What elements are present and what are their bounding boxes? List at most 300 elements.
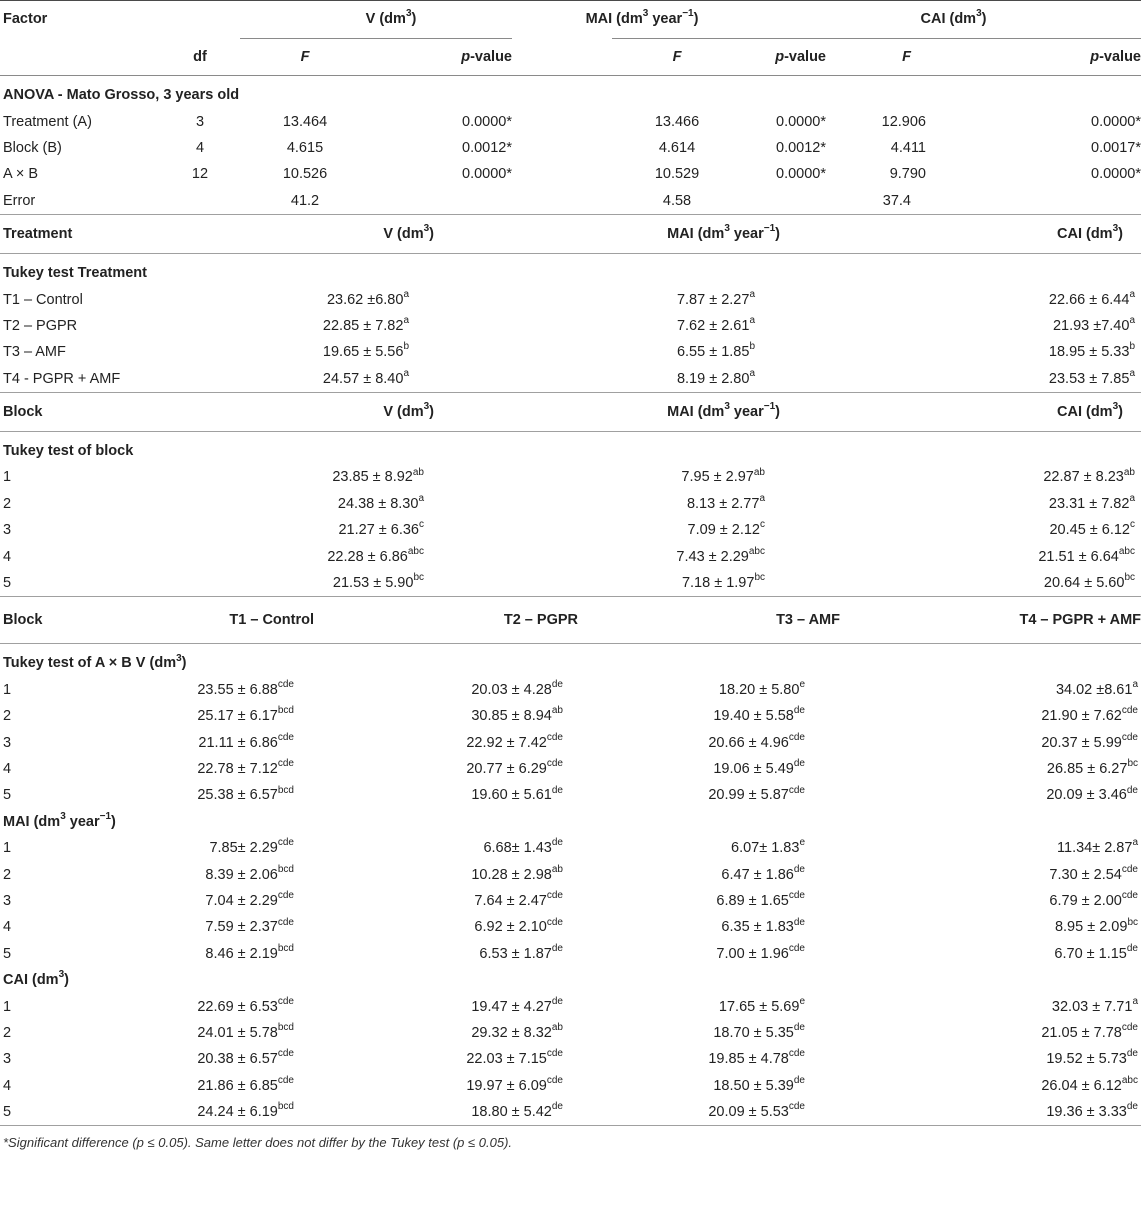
mai-cell: 7.43 ± 2.29$^{abc}$	[676, 545, 765, 565]
value-text: 29.32 ± 8.32	[471, 1024, 552, 1041]
factor-cell: Error	[0, 188, 160, 215]
t4-cell	[850, 1073, 1141, 1099]
table-row	[0, 1046, 1141, 1072]
mai-p-cell	[742, 188, 826, 215]
significance-letters: de	[1126, 1101, 1138, 1113]
axb-block-header: Block	[0, 597, 160, 644]
row-label: 5	[3, 787, 12, 804]
t2-cell	[314, 782, 588, 808]
mai-f-cell: 4.614	[658, 139, 696, 156]
t1-header: T1 – Control	[160, 597, 314, 644]
value-text: 7.00 ± 1.96	[716, 945, 789, 962]
t2-cell	[314, 941, 588, 967]
v-f-header: F	[240, 39, 370, 76]
significance-letters: cde	[1121, 705, 1138, 717]
significance-letters: bcd	[277, 942, 294, 954]
significance-letters: cde	[1121, 1022, 1138, 1034]
value-text: 18.20 ± 5.80	[718, 681, 800, 698]
axb-cai-title-row	[0, 967, 1141, 993]
value-text: 22.92 ± 7.42	[466, 734, 547, 751]
row-label: 2	[3, 495, 12, 512]
cai-cell: 23.53 ± 7.85$^a$	[810, 366, 1141, 393]
v-header: V $(dm^3)$	[365, 8, 417, 27]
t1-cell	[160, 1046, 314, 1072]
mai-f-cell: 13.466	[654, 113, 700, 130]
significance-letters: cde	[546, 758, 563, 770]
t1-cell	[160, 703, 314, 729]
value-text: 6.89 ± 1.65	[716, 892, 789, 909]
t2-cell	[314, 677, 588, 703]
significance-letters: cde	[277, 1048, 294, 1060]
row-label: 1	[3, 469, 12, 486]
mai-cell: 7.87 ± 2.27$^a$	[676, 288, 755, 308]
mai-cell: 7.62 ± 2.61$^a$	[676, 315, 755, 334]
significance-letters: a	[1132, 679, 1138, 690]
t1-cell	[160, 782, 314, 808]
v-cell: 19.65 ± 5.56$^b$	[322, 341, 409, 361]
significance-letters: cde	[1121, 890, 1138, 902]
cai-cell: 22.87 ± 8.23$^{ab}$	[1043, 466, 1135, 486]
v-p-cell: 0.0000*	[462, 113, 512, 130]
significance-letters: bc	[1127, 916, 1138, 928]
value-text: 20.09 ± 5.53	[708, 1104, 789, 1121]
t2-cell	[314, 1020, 588, 1046]
v-p-header: p-value	[370, 39, 512, 76]
row-label: T3 – AMF	[3, 344, 66, 361]
t3-cell	[588, 914, 850, 940]
value-text: 19.52 ± 5.73	[1046, 1051, 1127, 1068]
v-p-cell: 0.0012*	[462, 139, 512, 156]
value-text: 10.28 ± 2.98	[471, 866, 552, 883]
row-label: T4 - PGPR + AMF	[0, 366, 160, 393]
value-text: 8.95 ± 2.09	[1054, 919, 1128, 936]
v-p-cell: 0.0000*	[462, 166, 512, 183]
value-text: 7.64 ± 2.47	[474, 892, 547, 909]
table-row	[0, 888, 1141, 914]
t1-cell	[160, 861, 314, 887]
table-row	[0, 339, 1141, 365]
mai-header: MAI ($dm^3$ year$^{-1}$)	[464, 215, 810, 254]
value-text: 6.68± 1.43	[483, 840, 552, 857]
cai-p-cell: 0.0017*	[1091, 139, 1141, 156]
t2-cell	[314, 756, 588, 782]
value-text: 23.55 ± 6.88	[197, 681, 278, 698]
mai-header: MAI ($dm^3$ year$^{-1}$)	[585, 8, 699, 27]
cai-f-cell: 9.790	[889, 166, 926, 183]
value-text: 20.09 ± 3.46	[1046, 787, 1127, 804]
t2-cell	[314, 861, 588, 887]
cai-cell: 21.93 ±7.40$^a$	[1052, 315, 1135, 334]
t4-cell	[850, 941, 1141, 967]
v-f-cell: 4.615	[286, 139, 324, 156]
significance-letters: cde	[546, 916, 563, 928]
t2-cell	[314, 1099, 588, 1126]
value-text: 19.60 ± 5.61	[471, 787, 552, 804]
t2-header: T2 – PGPR	[314, 597, 588, 644]
t3-cell	[588, 888, 850, 914]
v-cell: 22.85 ± 7.82$^a$	[322, 315, 409, 334]
cai-cell: 20.64 ± 5.60$^{bc}$	[810, 570, 1141, 597]
significance-letters: ab	[551, 705, 563, 717]
mai-cell: 8.19 ± 2.80$^a$	[464, 366, 810, 393]
significance-letters: cde	[277, 1074, 294, 1086]
t1-cell	[160, 993, 314, 1019]
significance-letters: e	[799, 837, 805, 849]
v-cell: 24.57 ± 8.40$^a$	[160, 366, 464, 393]
row-label: 3	[3, 1051, 12, 1068]
cai-p-header: p-value	[926, 39, 1141, 76]
t1-cell	[160, 914, 314, 940]
row-label: 3	[3, 734, 12, 751]
t4-cell	[850, 729, 1141, 755]
anova-section-title-row	[0, 76, 1141, 109]
t3-cell	[588, 1099, 850, 1126]
table-row	[0, 135, 1141, 161]
t2-cell	[314, 703, 588, 729]
table-row	[0, 464, 1141, 490]
row-label: 1	[3, 998, 12, 1015]
significance-letters: de	[793, 916, 805, 928]
t4-cell	[850, 782, 1141, 808]
significance-letters: ab	[551, 1022, 563, 1034]
value-text: 18.80 ± 5.42	[471, 1104, 552, 1121]
value-text: 6.47 ± 1.86	[721, 866, 794, 883]
significance-letters: bcd	[277, 863, 294, 875]
t2-cell	[314, 914, 588, 940]
cai-f-cell: 4.411	[890, 139, 926, 156]
significance-letters: cde	[546, 1074, 563, 1086]
anova-section-title: ANOVA - Mato Grosso, 3 years old	[3, 87, 240, 104]
treatment-header: Treatment	[0, 215, 160, 254]
t3-header: T3 – AMF	[588, 597, 850, 644]
value-text: 21.86 ± 6.85	[197, 1077, 278, 1094]
table-row	[0, 543, 1141, 569]
value-text: 6.92 ± 2.10	[474, 919, 547, 936]
significance-letters: ab	[551, 863, 563, 875]
t4-cell	[850, 1046, 1141, 1072]
table-row	[0, 993, 1141, 1019]
significance-letters: de	[551, 679, 563, 690]
value-text: 7.30 ± 2.54	[1049, 866, 1122, 883]
significance-letters: cde	[277, 758, 294, 770]
significance-letters: de	[551, 942, 563, 954]
table-row	[0, 366, 1141, 393]
block-header: Block	[0, 393, 160, 432]
mai-cell: 7.09 ± 2.12$^c$	[687, 519, 765, 539]
mai-cell: 7.95 ± 2.97$^{ab}$	[681, 466, 765, 486]
value-text: 19.97 ± 6.09	[466, 1077, 547, 1094]
significance-letters: cde	[788, 890, 805, 902]
cai-cell: 20.45 ± 6.12$^c$	[1049, 519, 1135, 539]
value-text: 21.05 ± 7.78	[1041, 1024, 1122, 1041]
t2-cell	[314, 888, 588, 914]
value-text: 6.07± 1.83	[731, 840, 800, 857]
significance-letters: de	[793, 1022, 805, 1034]
value-text: 6.53 ± 1.87	[479, 945, 552, 962]
significance-letters: de	[793, 705, 805, 717]
t4-header: T4 – PGPR + AMF	[850, 597, 1141, 644]
factor-cell: Block (B)	[3, 139, 62, 156]
top-rule	[0, 0, 1141, 1]
row-label: 4	[3, 919, 12, 936]
v-cell: 22.28 ± 6.86$^{abc}$	[327, 545, 424, 565]
t4-cell	[850, 993, 1141, 1019]
anova-table	[0, 0, 1141, 215]
value-text: 21.90 ± 7.62	[1041, 708, 1122, 725]
significance-letters: cde	[788, 784, 805, 796]
significance-letters: bcd	[277, 784, 294, 796]
significance-letters: cde	[1121, 863, 1138, 875]
significance-letters: cde	[788, 1048, 805, 1060]
significance-letters: cde	[788, 942, 805, 954]
cai-cell: 18.95 ± 5.33$^b$	[1048, 341, 1135, 361]
cai-header: CAI $(dm^3)$	[810, 215, 1141, 254]
row-label: 5	[0, 1099, 160, 1126]
value-text: 6.35 ± 1.83	[721, 919, 794, 936]
row-label: 2	[3, 708, 12, 725]
mai-header: MAI ($dm^3$ year$^{-1}$)	[464, 393, 810, 432]
row-label: 1	[3, 840, 12, 857]
t1-cell	[160, 888, 314, 914]
axb-mai-title-row	[0, 809, 1141, 835]
v-cell: 21.53 ± 5.90$^{bc}$	[160, 570, 464, 597]
value-text: 20.38 ± 6.57	[197, 1051, 278, 1068]
t4-cell	[850, 1099, 1141, 1126]
value-text: 7.04 ± 2.29	[205, 892, 278, 909]
t3-cell	[588, 703, 850, 729]
t2-cell	[314, 835, 588, 861]
mai-f-cell: 10.529	[654, 166, 700, 183]
significance-letters: de	[551, 837, 563, 849]
axb-cai-title: CAI $(dm^3)$	[3, 969, 69, 989]
cai-f-cell: 37.4	[826, 188, 926, 215]
table-row	[0, 188, 1141, 215]
significance-letters: cde	[788, 1101, 805, 1113]
value-text: 6.70 ± 1.15	[1054, 945, 1127, 962]
df-cell: 12	[191, 166, 209, 183]
value-text: 26.04 ± 6.12	[1041, 1077, 1122, 1094]
mai-p-cell: 0.0000*	[776, 166, 826, 183]
block-table	[0, 393, 1141, 597]
value-text: 24.01 ± 5.78	[197, 1024, 278, 1041]
factor-cell: Treatment (A)	[3, 113, 92, 130]
table-row	[0, 729, 1141, 755]
df-cell	[160, 188, 240, 215]
cai-p-cell	[926, 188, 1141, 215]
value-text: 20.03 ± 4.28	[471, 681, 552, 698]
block-section-title: Tukey test of block	[3, 443, 134, 460]
v-cell: 24.38 ± 8.30$^a$	[337, 493, 424, 512]
row-label: 5	[3, 945, 12, 962]
factor-header: Factor	[3, 11, 48, 28]
significance-letters: bcd	[277, 1101, 294, 1113]
significance-letters: de	[1126, 1048, 1138, 1060]
significance-letters: de	[793, 1074, 805, 1086]
t3-cell	[588, 729, 850, 755]
value-text: 25.17 ± 6.17	[197, 708, 278, 725]
treatment-section-title-row	[0, 253, 1141, 286]
footnote: *Significant difference (p ≤ 0.05). Same letter does not differ by the Tukey test (p ≤ 0.05).	[3, 1135, 513, 1151]
axb-v-title-row	[0, 644, 1141, 677]
anova-subheader-row	[0, 39, 1141, 76]
mai-p-cell: 0.0000*	[776, 113, 826, 130]
table-row	[0, 313, 1141, 339]
t1-cell	[160, 835, 314, 861]
significance-letters: de	[793, 758, 805, 770]
significance-letters: a	[1132, 837, 1138, 849]
t3-cell	[588, 1046, 850, 1072]
t1-cell	[160, 1099, 314, 1126]
value-text: 22.78 ± 7.12	[197, 761, 278, 777]
value-text: 20.99 ± 5.87	[708, 787, 789, 804]
t3-cell	[588, 1073, 850, 1099]
significance-letters: cde	[277, 837, 294, 849]
t3-cell	[588, 1020, 850, 1046]
df-cell: 3	[195, 113, 205, 130]
v-f-cell: 13.464	[282, 113, 328, 130]
significance-letters: de	[551, 784, 563, 796]
significance-letters: de	[551, 1101, 563, 1113]
value-text: 6.79 ± 2.00	[1049, 892, 1122, 909]
table-row	[0, 108, 1141, 134]
significance-letters: e	[799, 679, 805, 690]
value-text: 20.66 ± 4.96	[708, 734, 789, 751]
value-text: 24.24 ± 6.19	[197, 1104, 278, 1121]
cai-cell: 21.51 ± 6.64$^{abc}$	[1038, 545, 1135, 565]
table-row	[0, 570, 1141, 597]
value-text: 7.85± 2.29	[209, 840, 278, 857]
value-text: 25.38 ± 6.57	[197, 787, 278, 804]
v-f-cell: 10.526	[282, 166, 328, 183]
mai-cell: 8.13 ± 2.77$^a$	[686, 493, 765, 512]
significance-letters: cde	[277, 916, 294, 928]
table-row	[0, 914, 1141, 940]
t1-cell	[160, 941, 314, 967]
t3-cell	[588, 756, 850, 782]
significance-letters: cde	[546, 731, 563, 743]
table-row	[0, 703, 1141, 729]
axb-v-title: Tukey test of A × B V $(dm^3)$	[3, 652, 187, 672]
cai-cell: 22.66 ± 6.44$^a$	[1048, 288, 1135, 308]
cai-f-header: F	[826, 39, 926, 76]
cai-header: CAI $(dm^3)$	[920, 8, 987, 27]
value-text: 22.03 ± 7.15	[466, 1051, 547, 1068]
significance-letters: cde	[1121, 731, 1138, 743]
cai-f-cell: 12.906	[881, 113, 926, 130]
t3-cell	[588, 941, 850, 967]
t2-cell	[314, 1073, 588, 1099]
significance-letters: e	[799, 995, 805, 1007]
factor-cell: A × B	[3, 166, 39, 183]
significance-letters: cde	[788, 731, 805, 743]
t4-cell	[850, 888, 1141, 914]
t2-cell	[314, 729, 588, 755]
anova-header-row	[0, 0, 1141, 39]
value-text: 19.47 ± 4.27	[471, 998, 552, 1015]
treatment-section-title: Tukey test Treatment	[3, 265, 147, 282]
significance-letters: bcd	[277, 705, 294, 717]
row-label: 2	[3, 866, 12, 883]
v-cell: 23.62 ±6.80$^a$	[326, 288, 409, 308]
row-label: 5	[0, 570, 160, 597]
block-section-title-row	[0, 431, 1141, 464]
df-header: df	[160, 39, 240, 76]
mai-cell: 6.55 ± 1.85$^b$	[676, 341, 755, 361]
row-label: T2 – PGPR	[3, 317, 78, 334]
t4-cell	[850, 861, 1141, 887]
t2-cell	[314, 993, 588, 1019]
t3-cell	[588, 993, 850, 1019]
significance-letters: de	[1126, 942, 1138, 954]
t1-cell	[160, 1073, 314, 1099]
df-cell: 4	[195, 139, 205, 156]
significance-letters: de	[1126, 784, 1138, 796]
significance-letters: abc	[1121, 1074, 1138, 1086]
value-text: 8.39 ± 2.06	[205, 866, 278, 883]
table-row	[0, 286, 1141, 312]
t1-cell	[160, 756, 314, 782]
significance-letters: a	[1132, 995, 1138, 1007]
value-text: 19.85 ± 4.78	[708, 1051, 789, 1068]
value-text: 17.65 ± 5.69	[718, 998, 800, 1015]
table-row	[0, 756, 1141, 782]
row-label: 4	[3, 761, 12, 777]
value-text: 19.36 ± 3.33	[1046, 1104, 1127, 1121]
table-row	[0, 835, 1141, 861]
significance-letters: de	[793, 863, 805, 875]
significance-letters: bcd	[277, 1022, 294, 1034]
row-label: 2	[3, 1024, 12, 1041]
mai-p-cell: 0.0012*	[776, 139, 826, 156]
treatment-table	[0, 215, 1141, 393]
t4-cell	[850, 1020, 1141, 1046]
table-row	[0, 517, 1141, 543]
t3-cell	[588, 677, 850, 703]
mai-cell: 7.18 ± 1.97$^{bc}$	[464, 570, 810, 597]
t3-cell	[588, 835, 850, 861]
significance-letters: de	[551, 995, 563, 1007]
t2-cell	[314, 1046, 588, 1072]
mai-f-cell: 4.58	[612, 188, 742, 215]
significance-letters: cde	[546, 890, 563, 902]
significance-letters: bc	[1127, 758, 1138, 770]
axb-mai-title: MAI ($dm^3$ year$^{-1}$)	[3, 810, 116, 830]
table-row	[0, 941, 1141, 967]
value-text: 34.02 ±8.61	[1055, 681, 1133, 698]
t3-cell	[588, 861, 850, 887]
row-label: 3	[3, 522, 12, 539]
value-text: 32.03 ± 7.71	[1051, 998, 1133, 1015]
t4-cell	[850, 756, 1141, 782]
significance-letters: cde	[277, 731, 294, 743]
value-text: 19.40 ± 5.58	[713, 708, 794, 725]
table-row	[0, 1020, 1141, 1046]
cai-p-cell: 0.0000*	[1091, 166, 1141, 183]
mai-f-header: F	[612, 39, 742, 76]
v-cell: 23.85 ± 8.92$^{ab}$	[332, 466, 424, 486]
table-row	[0, 491, 1141, 517]
t1-cell	[160, 729, 314, 755]
table-row	[0, 1073, 1141, 1099]
axb-table	[0, 597, 1141, 1126]
t4-cell	[850, 703, 1141, 729]
v-cell: 21.27 ± 6.36$^c$	[338, 519, 424, 539]
mai-p-header: p-value	[742, 39, 826, 76]
t3-cell	[588, 782, 850, 808]
cai-header: CAI $(dm^3)$	[810, 393, 1141, 432]
v-f-cell: 41.2	[240, 188, 370, 215]
value-text: 20.77 ± 6.29	[466, 761, 547, 777]
